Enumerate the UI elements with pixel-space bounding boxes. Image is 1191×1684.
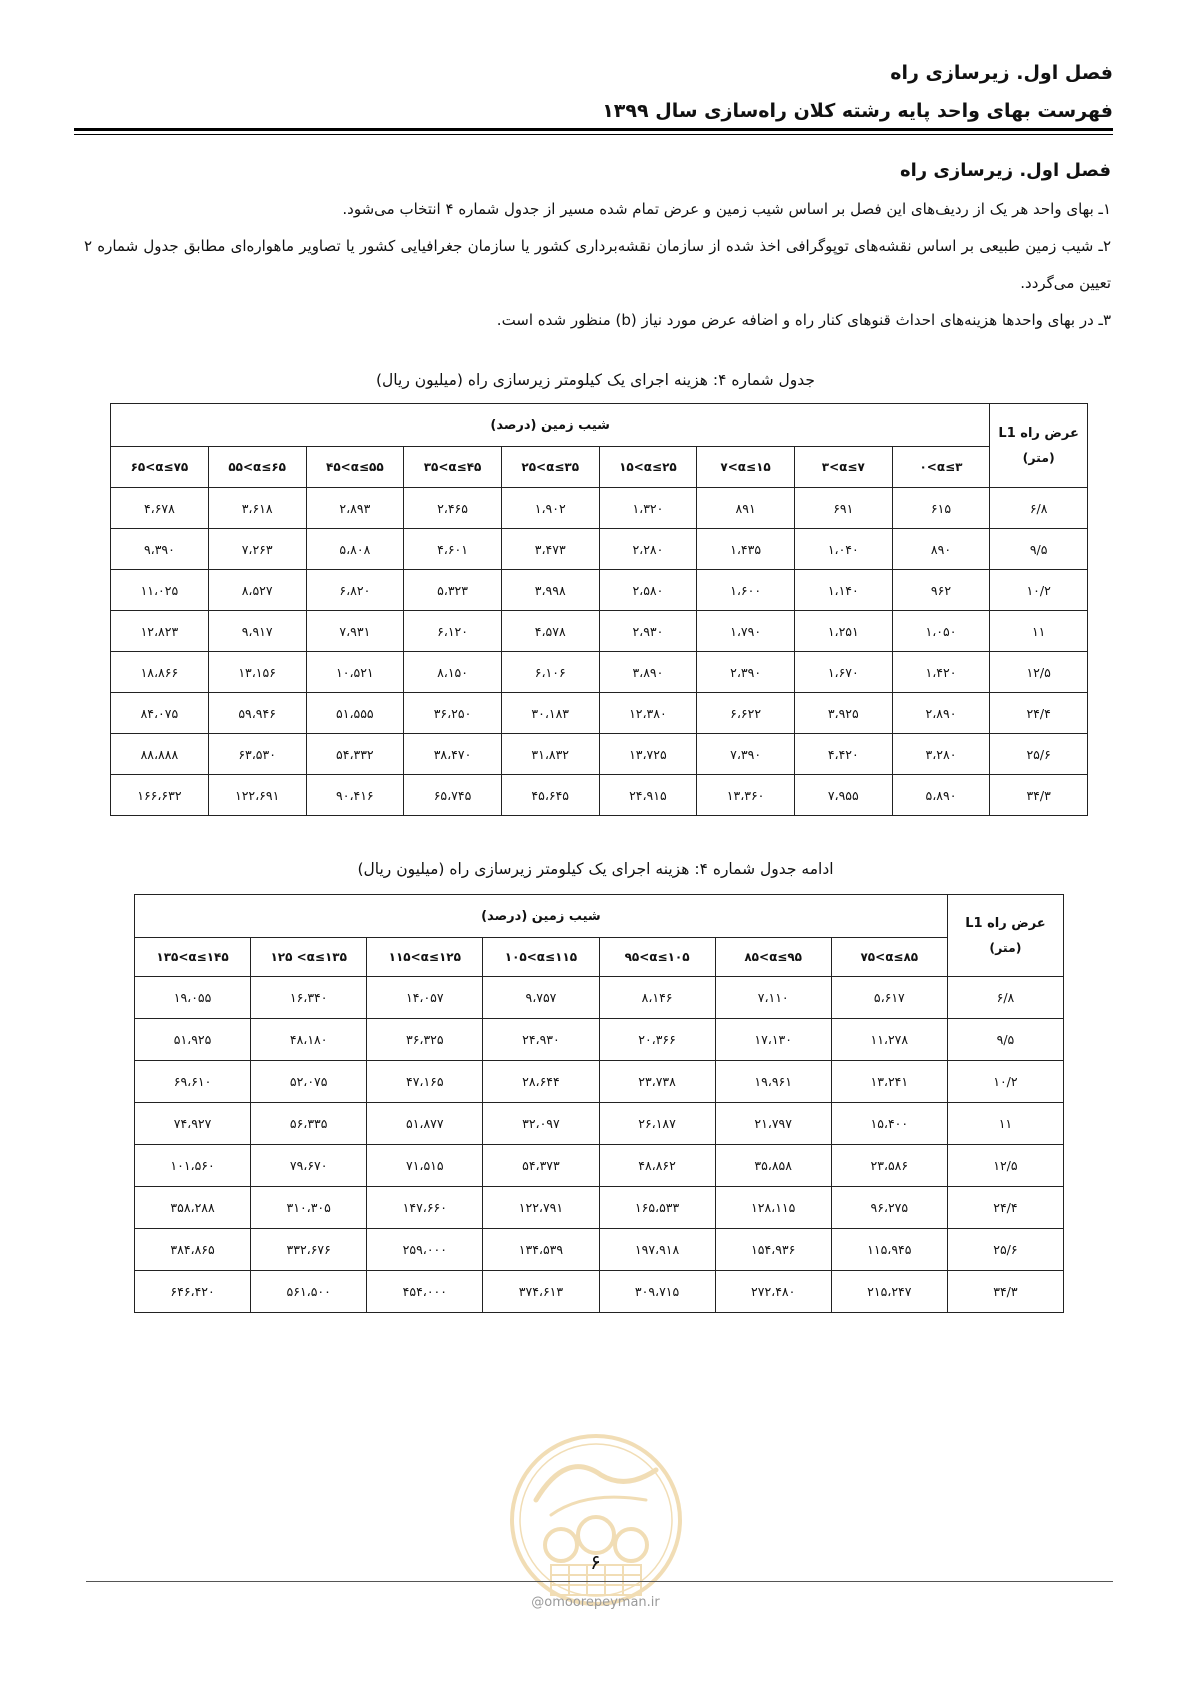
- road-width-cell: ۲۴/۴: [947, 1187, 1063, 1229]
- cost-cell: ۶۳،۵۳۰: [208, 734, 306, 775]
- slope-range-header: [794, 447, 892, 488]
- cost-cell: ۶۵،۷۴۵: [404, 775, 502, 816]
- road-width-cell: ۱۲/۵: [990, 652, 1088, 693]
- cost-cell: ۷،۹۵۵: [794, 775, 892, 816]
- cost-cell: ۷۹،۶۷۰: [251, 1145, 367, 1187]
- cost-cell: ۱،۹۰۲: [501, 488, 599, 529]
- cost-cell: ۹۰،۴۱۶: [306, 775, 404, 816]
- slope-range-label: ۵۵<α≤۶۵: [228, 459, 286, 474]
- cost-cell: ۱۴،۰۵۷: [367, 977, 483, 1019]
- cost-cell: ۱،۶۰۰: [697, 570, 795, 611]
- cost-cell: ۱،۳۲۰: [599, 488, 697, 529]
- table-row: [135, 1187, 1064, 1229]
- cost-cell: ۲۱۵،۲۴۷: [831, 1271, 947, 1313]
- slope-range-label: ۲۵<α≤۳۵: [521, 459, 580, 474]
- cost-cell: ۹،۹۱۷: [208, 611, 306, 652]
- cost-cell: ۵۲،۰۷۵: [251, 1061, 367, 1103]
- cost-cell: ۱۳،۳۶۰: [697, 775, 795, 816]
- site-watermark-text: @omoorepeyman.ir: [531, 1595, 660, 1610]
- slope-range-header: [367, 938, 483, 977]
- slope-range-header: [306, 447, 404, 488]
- cost-cell: ۳۸،۴۷۰: [404, 734, 502, 775]
- cost-table-2: [134, 894, 1064, 1313]
- cost-cell: ۵۶۱،۵۰۰: [251, 1271, 367, 1313]
- cost-cell: ۴۸،۱۸۰: [251, 1019, 367, 1061]
- cost-cell: ۱۷،۱۳۰: [715, 1019, 831, 1061]
- page-header: [602, 58, 1113, 126]
- cost-cell: ۳،۹۲۵: [794, 693, 892, 734]
- slope-range-label: ۱۵<α≤۲۵: [619, 459, 677, 474]
- cost-cell: ۸۹۱: [697, 488, 795, 529]
- table-row: [135, 1019, 1064, 1061]
- cost-cell: ۷،۲۶۳: [208, 529, 306, 570]
- cost-cell: ۲۰،۳۶۶: [599, 1019, 715, 1061]
- table-row: [135, 1061, 1064, 1103]
- cost-cell: ۶،۶۲۲: [697, 693, 795, 734]
- table-row: [111, 611, 1088, 652]
- road-width-header: [990, 404, 1088, 488]
- header-rule-thick: [74, 128, 1113, 131]
- cost-cell: ۵۱،۵۵۵: [306, 693, 404, 734]
- table-row: [135, 1271, 1064, 1313]
- cost-cell: ۱۵۴،۹۳۶: [715, 1229, 831, 1271]
- slope-range-header: [208, 447, 306, 488]
- road-width-cell: ۹/۵: [947, 1019, 1063, 1061]
- cost-cell: ۲۴،۹۳۰: [483, 1019, 599, 1061]
- road-width-cell: ۱۱: [947, 1103, 1063, 1145]
- cost-cell: ۱،۶۷۰: [794, 652, 892, 693]
- cost-cell: ۱۹۷،۹۱۸: [599, 1229, 715, 1271]
- cost-cell: ۲۳،۵۸۶: [831, 1145, 947, 1187]
- table-header-row: [135, 895, 1064, 938]
- cost-cell: ۵،۸۹۰: [892, 775, 990, 816]
- cost-cell: ۱،۱۴۰: [794, 570, 892, 611]
- cost-cell: ۱۰،۵۲۱: [306, 652, 404, 693]
- cost-cell: ۸۸،۸۸۸: [111, 734, 209, 775]
- section-title: فصل اول. زیرسازی راه: [900, 160, 1111, 181]
- slope-range-header: [251, 938, 367, 977]
- road-width-header: [947, 895, 1063, 977]
- cost-cell: ۱۳،۲۴۱: [831, 1061, 947, 1103]
- cost-cell: ۲،۴۶۵: [404, 488, 502, 529]
- cost-cell: ۲۵۹،۰۰۰: [367, 1229, 483, 1271]
- slope-range-header: [599, 938, 715, 977]
- cost-cell: ۱،۰۵۰: [892, 611, 990, 652]
- cost-cell: ۶۴۶،۴۲۰: [135, 1271, 251, 1313]
- cost-cell: ۳۱۰،۳۰۵: [251, 1187, 367, 1229]
- page-number: ۶: [590, 1550, 601, 1574]
- cost-cell: ۳۳۲،۶۷۶: [251, 1229, 367, 1271]
- road-width-cell: ۱۰/۲: [990, 570, 1088, 611]
- cost-cell: ۱۶۶،۶۳۲: [111, 775, 209, 816]
- cost-cell: ۲،۸۹۳: [306, 488, 404, 529]
- cost-cell: ۵۴،۳۳۲: [306, 734, 404, 775]
- cost-cell: ۳۷۴،۶۱۳: [483, 1271, 599, 1313]
- cost-cell: ۱،۷۹۰: [697, 611, 795, 652]
- road-width-cell: ۱۱: [990, 611, 1088, 652]
- cost-cell: ۱۱،۲۷۸: [831, 1019, 947, 1061]
- cost-cell: ۱،۴۲۰: [892, 652, 990, 693]
- table-body: [135, 977, 1064, 1313]
- table-row: [135, 1229, 1064, 1271]
- cost-cell: ۹۶۲: [892, 570, 990, 611]
- cost-cell: ۲،۸۹۰: [892, 693, 990, 734]
- road-width-cell: ۲۵/۶: [990, 734, 1088, 775]
- cost-cell: ۱۶۵،۵۳۳: [599, 1187, 715, 1229]
- cost-cell: ۱۲۲،۷۹۱: [483, 1187, 599, 1229]
- slope-range-header: [404, 447, 502, 488]
- cost-cell: ۳۲،۰۹۷: [483, 1103, 599, 1145]
- cost-cell: ۳۵،۸۵۸: [715, 1145, 831, 1187]
- road-width-cell: ۲۴/۴: [990, 693, 1088, 734]
- table-row: [111, 652, 1088, 693]
- paragraph-3: ۳ـ در بهای واحدها هزینه‌های احداث قنوهای کنار راه و اضافه عرض مورد نیاز (b) منظور شده است.: [496, 311, 1111, 329]
- cost-cell: ۷،۱۱۰: [715, 977, 831, 1019]
- slope-group-header: شیب زمین (درصد): [135, 895, 948, 938]
- cost-cell: ۷۴،۹۲۷: [135, 1103, 251, 1145]
- cost-cell: ۲۶،۱۸۷: [599, 1103, 715, 1145]
- cost-cell: ۲،۳۹۰: [697, 652, 795, 693]
- paragraph-2: ۲ـ شیب زمین طبیعی بر اساس نقشه‌های توپوگرافی اخذ شده از سازمان نقشه‌برداری کشور یا سازمان جغرافیایی کشور یا تصاویر ماهواره‌ای مطابق جدول شماره ۲ تعیین می‌گردد.: [84, 237, 1111, 292]
- cost-cell: ۶،۸۲۰: [306, 570, 404, 611]
- cost-cell: ۴،۶۷۸: [111, 488, 209, 529]
- cost-cell: ۱۴۷،۶۶۰: [367, 1187, 483, 1229]
- cost-cell: ۱۲،۸۲۳: [111, 611, 209, 652]
- table1-caption: جدول شماره ۴: هزینه اجرای یک کیلومتر زیرسازی راه (میلیون ریال): [375, 371, 816, 389]
- cost-cell: ۱۲۲،۶۹۱: [208, 775, 306, 816]
- slope-range-header: [599, 447, 697, 488]
- slope-range-row: [135, 938, 1064, 977]
- cost-cell: ۳۵۸،۲۸۸: [135, 1187, 251, 1229]
- cost-cell: ۶۹،۶۱۰: [135, 1061, 251, 1103]
- cost-cell: ۹،۷۵۷: [483, 977, 599, 1019]
- cost-cell: ۲۸،۶۴۴: [483, 1061, 599, 1103]
- slope-range-row: [111, 447, 1088, 488]
- cost-cell: ۵۹،۹۴۶: [208, 693, 306, 734]
- cost-cell: ۷،۹۳۱: [306, 611, 404, 652]
- road-width-cell: ۶/۸: [990, 488, 1088, 529]
- table-row: [111, 488, 1088, 529]
- cost-cell: ۵۴،۳۷۳: [483, 1145, 599, 1187]
- list-title: فهرست بهای واحد پایه رشته کلان راه‌سازی سال ۱۳۹۹: [602, 100, 1113, 122]
- cost-cell: ۶،۱۰۶: [501, 652, 599, 693]
- cost-cell: ۱۸،۸۶۶: [111, 652, 209, 693]
- watermark-seal-logo: [506, 1430, 686, 1610]
- cost-cell: ۳،۶۱۸: [208, 488, 306, 529]
- table-row: [111, 734, 1088, 775]
- slope-range-label: ۱۱۵<α≤۱۲۵: [388, 949, 461, 964]
- road-width-label: عرض راه L1: [965, 915, 1046, 931]
- slope-range-label: ۳<α≤۷: [821, 459, 865, 474]
- cost-cell: ۳۰،۱۸۳: [501, 693, 599, 734]
- cost-cell: ۱،۰۴۰: [794, 529, 892, 570]
- cost-cell: ۱،۲۵۱: [794, 611, 892, 652]
- road-width-cell: ۳۴/۳: [990, 775, 1088, 816]
- cost-cell: ۳۱،۸۳۲: [501, 734, 599, 775]
- cost-cell: ۸،۱۴۶: [599, 977, 715, 1019]
- footer-rule: [86, 1581, 1113, 1582]
- slope-range-header: [697, 447, 795, 488]
- cost-cell: ۳۶،۳۲۵: [367, 1019, 483, 1061]
- cost-cell: ۳،۴۷۳: [501, 529, 599, 570]
- cost-cell: ۱۱۵،۹۴۵: [831, 1229, 947, 1271]
- road-width-cell: ۳۴/۳: [947, 1271, 1063, 1313]
- cost-cell: ۲۴،۹۱۵: [599, 775, 697, 816]
- slope-range-label: ۶۵<α≤۷۵: [130, 459, 189, 474]
- cost-cell: ۱۲۸،۱۱۵: [715, 1187, 831, 1229]
- cost-cell: ۵۱،۹۲۵: [135, 1019, 251, 1061]
- intro-content: [84, 160, 1111, 339]
- slope-range-label: ۱۰۵<α≤۱۱۵: [504, 949, 578, 964]
- cost-cell: ۴،۵۷۸: [501, 611, 599, 652]
- cost-cell: ۳۸۴،۸۶۵: [135, 1229, 251, 1271]
- cost-cell: ۱۱،۰۲۵: [111, 570, 209, 611]
- cost-cell: ۲،۲۸۰: [599, 529, 697, 570]
- cost-cell: ۶۱۵: [892, 488, 990, 529]
- cost-cell: ۱۳،۷۲۵: [599, 734, 697, 775]
- cost-cell: ۵،۶۱۷: [831, 977, 947, 1019]
- paragraph-1: ۱ـ بهای واحد هر یک از ردیف‌های این فصل بر اساس شیب زمین و عرض تمام شده مسیر از جدول شماره ۴ انتخاب می‌شود.: [342, 200, 1111, 218]
- cost-cell: ۱۲،۳۸۰: [599, 693, 697, 734]
- slope-range-label: ۱۳۵<α≤۱۴۵: [156, 949, 229, 964]
- cost-cell: ۴۸،۸۶۲: [599, 1145, 715, 1187]
- slope-range-label: ۴۵<α≤۵۵: [326, 459, 384, 474]
- road-width-cell: ۹/۵: [990, 529, 1088, 570]
- road-width-cell: ۱۰/۲: [947, 1061, 1063, 1103]
- slope-range-header: [483, 938, 599, 977]
- cost-cell: ۴۵،۶۴۵: [501, 775, 599, 816]
- table-row: [111, 775, 1088, 816]
- cost-cell: ۸،۱۵۰: [404, 652, 502, 693]
- road-width-cell: ۲۵/۶: [947, 1229, 1063, 1271]
- cost-cell: ۹،۳۹۰: [111, 529, 209, 570]
- cost-cell: ۴۷،۱۶۵: [367, 1061, 483, 1103]
- cost-cell: ۱۹،۰۵۵: [135, 977, 251, 1019]
- cost-cell: ۱۳،۱۵۶: [208, 652, 306, 693]
- cost-cell: ۲۱،۷۹۷: [715, 1103, 831, 1145]
- table2-caption: ادامه جدول شماره ۴: هزینه اجرای یک کیلومتر زیرسازی راه (میلیون ریال): [357, 860, 834, 878]
- slope-range-label: ۹۵<α≤۱۰۵: [624, 949, 690, 964]
- cost-cell: ۲،۹۳۰: [599, 611, 697, 652]
- cost-cell: ۵،۸۰۸: [306, 529, 404, 570]
- road-width-unit: (متر): [989, 939, 1022, 955]
- cost-table-1: [110, 403, 1088, 816]
- cost-cell: ۸۴،۰۷۵: [111, 693, 209, 734]
- cost-cell: ۲۳،۷۳۸: [599, 1061, 715, 1103]
- slope-range-label: ۳۵<α≤۴۵: [423, 459, 482, 474]
- road-width-label: عرض راه L1: [998, 425, 1079, 441]
- slope-range-header: [135, 938, 251, 977]
- cost-cell: ۸۹۰: [892, 529, 990, 570]
- slope-group-header: شیب زمین (درصد): [111, 404, 990, 447]
- cost-cell: ۳،۸۹۰: [599, 652, 697, 693]
- road-width-unit: (متر): [1022, 449, 1055, 465]
- header-rule-thin: [74, 134, 1113, 135]
- cost-cell: ۶۹۱: [794, 488, 892, 529]
- cost-cell: ۶،۱۲۰: [404, 611, 502, 652]
- cost-cell: ۱۰۱،۵۶۰: [135, 1145, 251, 1187]
- cost-cell: ۳۰۹،۷۱۵: [599, 1271, 715, 1313]
- cost-cell: ۱۶،۳۴۰: [251, 977, 367, 1019]
- cost-cell: ۴۵۴،۰۰۰: [367, 1271, 483, 1313]
- cost-cell: ۲،۵۸۰: [599, 570, 697, 611]
- slope-range-label: ۰<α≤۳: [919, 459, 963, 474]
- slope-range-label: ۷۵<α≤۸۵: [860, 949, 919, 964]
- table-row: [111, 570, 1088, 611]
- cost-cell: ۷۱،۵۱۵: [367, 1145, 483, 1187]
- slope-range-label: ۱۲۵ <α≤۱۳۵: [270, 949, 347, 964]
- slope-range-header: [715, 938, 831, 977]
- table-row: [135, 1103, 1064, 1145]
- road-width-cell: ۶/۸: [947, 977, 1063, 1019]
- table-row: [135, 977, 1064, 1019]
- chapter-title: فصل اول. زیرسازی راه: [890, 62, 1113, 84]
- table-header-row: [111, 404, 1088, 447]
- cost-cell: ۳،۹۹۸: [501, 570, 599, 611]
- slope-range-label: ۷<α≤۱۵: [720, 459, 771, 474]
- slope-range-header: [501, 447, 599, 488]
- table-body: [111, 488, 1088, 816]
- table-row: [111, 693, 1088, 734]
- cost-cell: ۲۷۲،۴۸۰: [715, 1271, 831, 1313]
- cost-cell: ۷،۳۹۰: [697, 734, 795, 775]
- cost-cell: ۵۱،۸۷۷: [367, 1103, 483, 1145]
- cost-cell: ۱۵،۴۰۰: [831, 1103, 947, 1145]
- cost-cell: ۵،۳۲۳: [404, 570, 502, 611]
- slope-range-header: [892, 447, 990, 488]
- cost-cell: ۹۶،۲۷۵: [831, 1187, 947, 1229]
- slope-range-label: ۸۵<α≤۹۵: [744, 949, 803, 964]
- road-width-cell: ۱۲/۵: [947, 1145, 1063, 1187]
- cost-cell: ۳،۲۸۰: [892, 734, 990, 775]
- cost-cell: ۸،۵۲۷: [208, 570, 306, 611]
- slope-range-header: [831, 938, 947, 977]
- slope-range-header: [111, 447, 209, 488]
- cost-cell: ۵۶،۳۳۵: [251, 1103, 367, 1145]
- cost-cell: ۱۹،۹۶۱: [715, 1061, 831, 1103]
- cost-cell: ۱۳۴،۵۳۹: [483, 1229, 599, 1271]
- cost-cell: ۴،۶۰۱: [404, 529, 502, 570]
- cost-cell: ۴،۴۲۰: [794, 734, 892, 775]
- table-row: [135, 1145, 1064, 1187]
- cost-cell: ۱،۴۳۵: [697, 529, 795, 570]
- table-row: [111, 529, 1088, 570]
- cost-cell: ۳۶،۲۵۰: [404, 693, 502, 734]
